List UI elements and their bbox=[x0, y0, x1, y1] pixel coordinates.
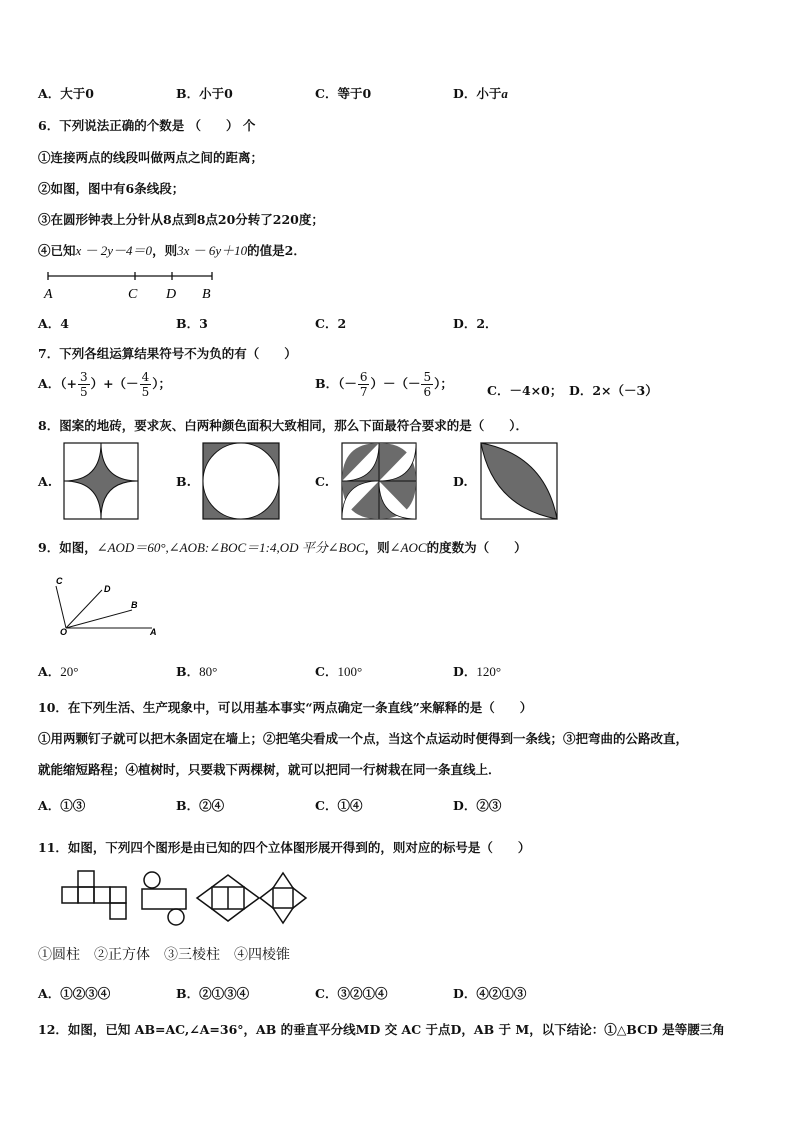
q7-a-frac1-den: 5 bbox=[79, 385, 88, 399]
q9-option-b-value: 80° bbox=[199, 664, 218, 679]
q7-b-frac1 bbox=[358, 370, 370, 399]
q9-option-c-label: C． bbox=[315, 664, 338, 679]
q7-a-frac2-den: 5 bbox=[141, 385, 150, 399]
q8-label-c: C. bbox=[315, 474, 330, 489]
q6-item-4 bbox=[38, 240, 306, 259]
q9-option-a bbox=[38, 662, 78, 680]
q7-stem: 7．下列各组运算结果符号不为负的有（ ） bbox=[38, 346, 297, 361]
q9-option-a-value: 20° bbox=[60, 664, 79, 679]
net-triangular-prism bbox=[197, 875, 259, 921]
ray-oc bbox=[56, 586, 66, 628]
q10-stem: 10．在下列生活、生产现象中，可以用基本事实“两点确定一条直线”来解释的是（ ） bbox=[38, 700, 533, 715]
q8-label-d: D. bbox=[453, 474, 468, 489]
ray-ob bbox=[66, 610, 132, 628]
angle-label-d: D bbox=[104, 584, 111, 594]
q9-option-b bbox=[176, 662, 217, 680]
q7-b-frac1-den: 7 bbox=[359, 385, 368, 399]
q7-a-label: A．（+ bbox=[38, 376, 77, 391]
q8-tile-b bbox=[202, 442, 280, 520]
q7-a-mid: ）+（－ bbox=[90, 376, 139, 391]
q6-option-d: D．2． bbox=[453, 316, 498, 331]
q7-b-mid: ）－（－ bbox=[370, 376, 421, 391]
q9-option-d bbox=[453, 662, 501, 680]
q8-tile-d bbox=[480, 442, 558, 520]
q5-option-a: A．大于0 bbox=[38, 86, 94, 101]
q9-option-b-label: B． bbox=[176, 664, 200, 679]
q10-option-a: A．①③ bbox=[38, 798, 86, 813]
q11-solids: ①圆柱 ②正方体 ③三棱柱 ④四棱锥 bbox=[38, 947, 290, 963]
q10-body-2: 就能缩短路程；④植树时，只要栽下两棵树，就可以把同一行树栽在同一条直线上． bbox=[38, 762, 501, 777]
q10-option-c: C．①④ bbox=[315, 798, 363, 813]
angle-label-a: A bbox=[150, 627, 157, 637]
q9-option-a-label: A． bbox=[38, 664, 61, 679]
q7-b-label: B．（－ bbox=[315, 376, 357, 391]
point-label-b: B bbox=[202, 287, 211, 302]
q10-option-d: D．②③ bbox=[453, 798, 502, 813]
q7-a-frac2 bbox=[140, 370, 152, 399]
q8-tile-a bbox=[63, 442, 139, 520]
q7-a-end: ）； bbox=[152, 376, 171, 391]
q9-stem-suffix: ，则 bbox=[364, 540, 390, 555]
q6-option-b: B．3 bbox=[176, 316, 208, 331]
q5-option-c: C．等于0 bbox=[315, 86, 372, 101]
q9-option-c-value: 100° bbox=[337, 664, 363, 679]
q6-option-a: A．4 bbox=[38, 316, 69, 331]
q5-option-d bbox=[453, 84, 508, 102]
q7-option-b bbox=[315, 370, 453, 399]
q9-stem-end: 的度数为（ ） bbox=[426, 540, 527, 555]
q6-item4-prefix: ④已知 bbox=[38, 243, 76, 258]
q6-item4-eq2: 3x － 6y＋10 bbox=[177, 243, 248, 258]
q9-option-c bbox=[315, 662, 362, 680]
q10-option-b: B．②④ bbox=[176, 798, 225, 813]
q6-item-2: ②如图，图中有6条线段； bbox=[38, 181, 185, 196]
q5-option-d-label: D．小于 bbox=[453, 86, 502, 101]
q7-option-d: D．2×（－3） bbox=[569, 383, 658, 398]
q9-stem bbox=[38, 537, 527, 556]
net-cylinder bbox=[142, 872, 186, 925]
q10-body-1: ①用两颗钉子就可以把木条固定在墙上；②把笔尖看成一个点，当这个点运动时便得到一条线；③把弯曲的公路改直， bbox=[38, 731, 689, 746]
point-label-d: D bbox=[166, 287, 177, 302]
q6-item-3: ③在圆形钟表上分针从8点到8点20分转了220度； bbox=[38, 212, 324, 227]
q7-option-c: C．－4×0； bbox=[487, 383, 563, 398]
q7-option-a bbox=[38, 370, 171, 399]
q6-item4-eq1: x － 2y－4＝0 bbox=[75, 243, 153, 258]
q8-label-b: B. bbox=[176, 474, 191, 489]
q11-option-d: D．④②①③ bbox=[453, 986, 527, 1001]
q6-item4-suffix: 的值是2． bbox=[247, 243, 306, 258]
q6-option-c: C．2 bbox=[315, 316, 347, 331]
q5-option-d-var: a bbox=[501, 86, 508, 101]
q9-option-d-value: 120° bbox=[476, 664, 502, 679]
q7-b-frac2-den: 6 bbox=[423, 385, 432, 399]
q7-b-frac2-num: 5 bbox=[423, 370, 432, 384]
q6-item4-mid: ，则 bbox=[152, 243, 178, 258]
tile-b-circle bbox=[203, 443, 279, 519]
q9-stem-math2: ∠AOC bbox=[389, 540, 427, 555]
q7-a-frac2-num: 4 bbox=[141, 370, 150, 384]
q9-angle-figure bbox=[40, 572, 170, 640]
q11-option-c: C．③②①④ bbox=[315, 986, 388, 1001]
ray-od bbox=[66, 590, 102, 628]
q11-option-a: A．①②③④ bbox=[38, 986, 111, 1001]
q8-label-a: A. bbox=[38, 474, 53, 489]
q6-segment-figure bbox=[40, 268, 230, 304]
q5-option-b: B．小于0 bbox=[176, 86, 233, 101]
q11-stem: 11．如图，下列四个图形是由已知的四个立体图形展开得到的，则对应的标号是（ ） bbox=[38, 840, 531, 855]
q7-a-frac1-num: 3 bbox=[79, 370, 88, 384]
q7-b-frac1-num: 6 bbox=[359, 370, 368, 384]
angle-label-o: O bbox=[60, 627, 68, 637]
q8-stem: 8．图案的地砖，要求灰、白两种颜色面积大致相同，那么下面最符合要求的是（ ）． bbox=[38, 418, 528, 433]
q7-b-end: ）； bbox=[434, 376, 453, 391]
q12-stem: 12．如图，已知 AB=AC,∠A=36°，AB 的垂直平分线MD 交 AC 于点D，AB 于 M，以下结论：①△BCD 是等腰三角 bbox=[38, 1022, 725, 1037]
q11-nets-figure bbox=[60, 870, 340, 928]
q11-option-b: B．②①③④ bbox=[176, 986, 250, 1001]
q6-item-1: ①连接两点的线段叫做两点之间的距离； bbox=[38, 150, 264, 165]
point-label-c: C bbox=[128, 287, 138, 302]
angle-label-c: C bbox=[56, 576, 63, 586]
net-cube bbox=[62, 871, 126, 919]
q9-option-d-label: D． bbox=[453, 664, 477, 679]
q9-stem-prefix: 9．如图， bbox=[38, 540, 97, 555]
net-square-pyramid bbox=[260, 873, 306, 923]
q8-tile-c bbox=[341, 442, 417, 520]
angle-label-b: B bbox=[131, 600, 138, 610]
q6-stem: 6．下列说法正确的个数是 （ ） 个 bbox=[38, 118, 256, 133]
q9-stem-math: ∠AOD＝60°,∠AOB:∠BOC＝1:4,OD 平分∠BOC bbox=[96, 540, 365, 555]
point-label-a: A bbox=[44, 287, 53, 302]
q7-b-frac2 bbox=[421, 370, 433, 399]
q7-a-frac1 bbox=[78, 370, 90, 399]
